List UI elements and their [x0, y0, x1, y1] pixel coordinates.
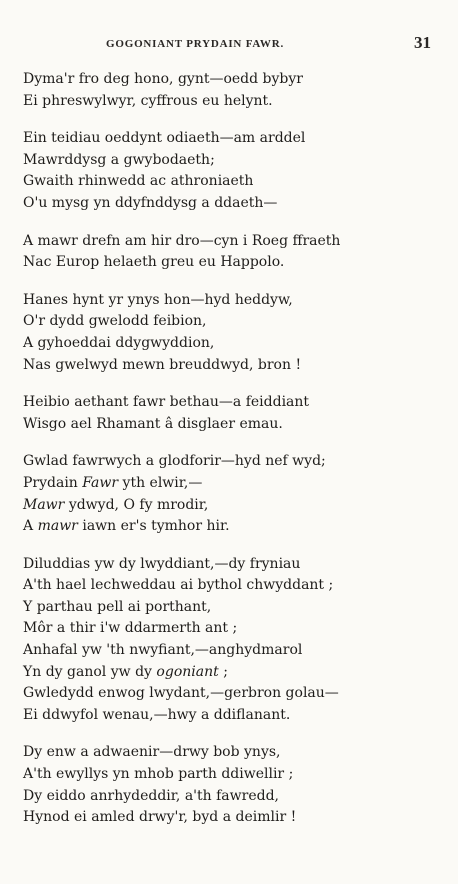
poem-line: Gwledydd enwog lwydant,—gerbron golau—	[23, 685, 339, 702]
poem-line: Dy eiddo anrhydeddir, a'th fawredd,	[23, 787, 279, 804]
poem-line: A'th hael lechweddau ai bythol chwyddant ;	[23, 577, 334, 594]
poem-line: Wisgo ael Rhamant â disglaer emau.	[23, 415, 283, 432]
poem-line: A gyhoeddai ddygwyddion,	[23, 334, 215, 351]
poem-line: Y parthau pell ai porthant,	[23, 598, 212, 615]
poem-line: A mawr iawn er's tymhor hir.	[23, 518, 230, 535]
poem-line: Gwlad fawrwych a glodforir—hyd nef wyd;	[23, 453, 326, 470]
poem-line: Dy enw a adwaenir—drwy bob ynys,	[23, 744, 281, 761]
poem-line: O'u mysg yn ddyfnddysg a ddaeth—	[23, 194, 278, 211]
emphasis-word: Mawr	[23, 496, 65, 513]
poem-line: Hanes hynt yr ynys hon—hyd heddyw,	[23, 291, 293, 308]
emphasis-word: ogoniant	[156, 663, 219, 680]
poem-line: Ei phreswylwyr, cyffrous eu helynt.	[23, 92, 273, 109]
poem-line: Prydain Fawr yth elwir,—	[23, 474, 203, 491]
poem-line: O'r dydd gwelodd feibion,	[23, 313, 207, 330]
emphasis-word: Fawr	[82, 474, 119, 491]
poem-line: A'th ewyllys yn mhob parth ddiwellir ;	[23, 766, 294, 783]
stanza-7	[23, 554, 443, 727]
page-number: 31	[414, 33, 431, 52]
stanza-5	[23, 392, 443, 435]
stanza-4	[23, 290, 443, 376]
poem-line: Yn dy ganol yw dy ogoniant ;	[23, 663, 228, 680]
poem-line: Anhafal yw 'th nwyfiant,—anghydmarol	[23, 642, 303, 659]
poem-line: Dyma'r fro deg hono, gynt—oedd bybyr	[23, 71, 303, 87]
stanza-2	[23, 128, 443, 214]
poem-line: Nas gwelwyd mewn breuddwyd, bron !	[23, 356, 302, 373]
stanza-6	[23, 451, 443, 537]
poem-line: Mawrddysg a gwybodaeth;	[23, 151, 215, 168]
stanza-1	[23, 69, 443, 112]
poem-line: Gwaith rhinwedd ac athroniaeth	[23, 173, 254, 190]
poem-line: Môr a thir i'w ddarmerth ant ;	[23, 620, 238, 637]
stanza-8	[23, 742, 443, 828]
poem-line: Diluddias yw dy lwyddiant,—dy fryniau	[23, 555, 301, 572]
running-head	[0, 35, 458, 55]
poem-line: Hynod ei amled drwy'r, byd a deimlir !	[23, 809, 297, 826]
emphasis-word: mawr	[37, 518, 78, 535]
poem	[23, 69, 443, 845]
poem-line: Heibio aethant fawr bethau—a feiddiant	[23, 394, 310, 411]
poem-line: A mawr drefn am hir dro—cyn i Roeg ffraeth	[23, 232, 341, 249]
running-title: GOGONIANT PRYDAIN FAWR.	[106, 38, 285, 50]
poem-line: Mawr ydwyd, O fy mrodir,	[23, 496, 209, 513]
poem-line: Ein teidiau oeddynt odiaeth—am arddel	[23, 130, 306, 147]
poem-line: Nac Europ helaeth greu eu Happolo.	[23, 254, 285, 271]
stanza-3	[23, 231, 443, 274]
poem-line: Ei ddwyfol wenau,—hwy a ddiflanant.	[23, 706, 291, 723]
